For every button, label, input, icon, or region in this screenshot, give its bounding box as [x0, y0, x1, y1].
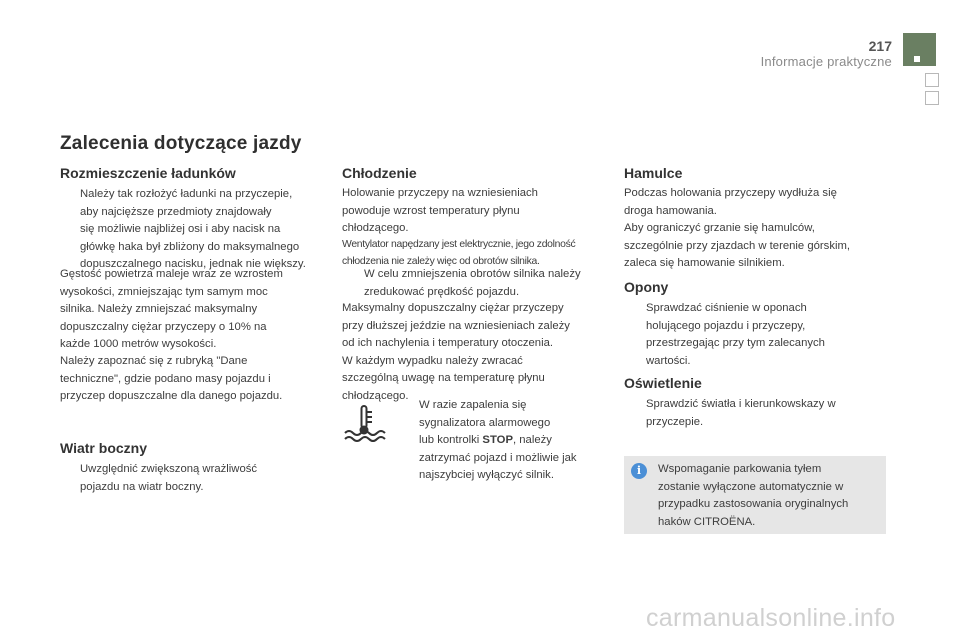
warning-light-bullet: W razie zapalenia się sygnalizatora alarmowego lub kontrolki STOP, należy zatrzymać pojazd i możliwie jak najszybciej wyłączyć silnik.: [419, 399, 577, 482]
load-heading: Rozmieszczenie ładunków: [60, 165, 236, 181]
tab-marker-icon: [914, 56, 920, 62]
tyres-bullet: Sprawdzać ciśnienie w oponach holującego pojazdu i przyczepy, przestrzegając przy tym zalecanych wartości.: [646, 302, 825, 367]
brakes-heading: Hamulce: [624, 165, 683, 181]
info-text: Wspomaganie parkowania tyłem zostanie wyłączone automatycznie w przypadku zastosowania oryginalnych haków CITROËNA.: [658, 463, 849, 528]
cooling-heading: Chłodzenie: [342, 165, 417, 181]
altitude-paragraph: Gęstość powietrza maleje wraz ze wzrostem wysokości, zmniejszając tym samym moc silnika. Należy zmniejszać maksymalny dopuszczalny ciężar przyczepy o 10% na każde 1000 metrów wysokości.: [60, 268, 283, 351]
lights-heading: Oświetlenie: [624, 375, 702, 391]
technical-data-paragraph: Należy zapoznać się z rubryką "Dane techniczne", gdzie podano masy pojazdu i przyczep dopuszczalne dla danego pojazdu.: [60, 355, 283, 403]
watermark: carmanualsonline.info: [646, 604, 896, 632]
brakes-paragraph: Podczas holowania przyczepy wydłuża się droga hamowania. Aby ograniczyć grzanie się hamulców, szczególnie przy zjazdach w terenie górskim, zaleca się hamowanie silnikiem.: [624, 187, 851, 270]
fan-paragraph: Wentylator napędzany jest elektrycznie, jego zdolność chłodzenia nie zależy więc od obrotów silnika.: [342, 239, 576, 267]
section-title: Informacje praktyczne: [760, 54, 892, 69]
load-bullet: Należy tak rozłożyć ładunki na przyczepie, aby najcięższe przedmioty znajdowały się możliwie najbliżej osi i aby nacisk na główkę haka był zbliżony do maksymalnego dopuszczalnego nacisku, jednak nie większy.: [80, 188, 306, 271]
page-number: 217: [868, 38, 892, 54]
tyres-heading: Opony: [624, 279, 669, 295]
lights-bullet: Sprawdzić światła i kierunkowskazy w przyczepie.: [646, 398, 836, 428]
chapter-tab[interactable]: [925, 91, 939, 105]
chapter-tab-active[interactable]: [903, 33, 936, 66]
max-weight-paragraph: Maksymalny dopuszczalny ciężar przyczepy przy dłuższej jeździe na wzniesieniach zależy od ich nachylenia i temperatury otoczenia. W każdym wypadku należy zwracać szczególną uwagę na temperaturę płynu chłodzącego.: [342, 302, 570, 402]
engine-speed-bullet: W celu zmniejszenia obrotów silnika należy zredukować prędkość pojazdu.: [364, 268, 581, 298]
stop-label: STOP: [482, 434, 513, 447]
info-icon: i: [631, 463, 647, 479]
chapter-tab[interactable]: [925, 73, 939, 87]
cooling-paragraph: Holowanie przyczepy na wzniesieniach powoduje wzrost temperatury płynu chłodzącego.: [342, 187, 538, 235]
coolant-temperature-icon: [342, 404, 386, 444]
page-title: Zalecenia dotyczące jazdy: [60, 133, 302, 154]
wind-bullet: Uwzględnić zwiększoną wrażliwość pojazdu na wiatr boczny.: [80, 463, 258, 493]
wind-heading: Wiatr boczny: [60, 440, 147, 456]
